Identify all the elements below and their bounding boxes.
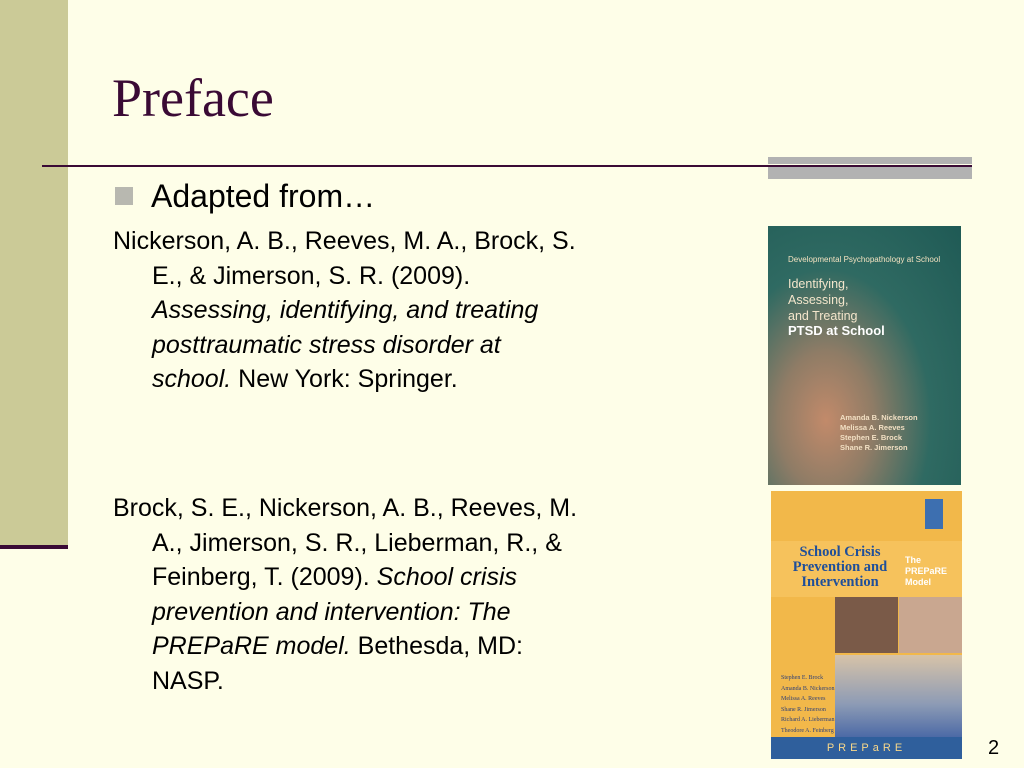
ref1-line5-text: New York: Springer. [231,365,458,393]
book2-photos [835,597,962,737]
book2-subtitle: The PREPaRE Model [905,555,948,587]
book-cover-prepare [771,491,962,759]
nasp-logo-icon [925,499,943,529]
bullet-text: Adapted from… [151,178,376,214]
page-number: 2 [988,737,1000,759]
ref1-line5-italic: school. [152,365,232,393]
left-decor-band [0,0,68,548]
ref2-line2: A., Jimerson, S. R., Lieberman, R., & [152,528,562,557]
bullet-square-icon [115,187,133,205]
ref2-line6: NASP. [152,666,224,695]
book1-series: Developmental Psychopathology at School [788,255,941,264]
ref2-line5-italic: PREPaRE model. [152,632,351,660]
ref1-line4: posttraumatic stress disorder at [152,330,501,359]
book1-title-bold: PTSD at School [788,323,885,338]
ref1-line2: E., & Jimerson, S. R. (2009). [152,261,471,290]
reference-2 [113,491,653,698]
ref2-line3-italic: School crisis [376,563,517,591]
book2-footer: PREPaRE [771,737,962,759]
ref2-line4: prevention and intervention: The [152,597,511,626]
decor-grey-bars [768,157,972,179]
left-decor-underline [0,545,68,549]
book2-title: School Crisis Prevention and Intervention [792,544,888,590]
book-cover-ptsd [768,226,961,485]
ref1-line1: Nickerson, A. B., Reeves, M. A., Brock, S. [113,227,576,255]
book1-authors: Amanda B. Nickerson Melissa A. Reeves Stephen E. Brock Shane R. Jimerson [840,413,918,452]
book2-authors: Stephen E. Brock Amanda B. Nickerson Melissa A. Reeves Shane R. Jimerson Richard A. Lieberman Theodore A. Feinberg [781,675,835,734]
reference-1 [113,224,653,397]
book1-title: Identifying, Assessing, and Treating [788,277,858,323]
ref2-line5-text: Bethesda, MD: [350,632,524,660]
slide-title: Preface [112,68,274,128]
ref2-line3-text: Feinberg, T. (2009). [152,563,377,591]
ref2-line1: Brock, S. E., Nickerson, A. B., Reeves, M. [113,494,578,522]
bullet-adapted-from [115,176,375,216]
ref1-line3: Assessing, identifying, and treating [152,296,539,324]
